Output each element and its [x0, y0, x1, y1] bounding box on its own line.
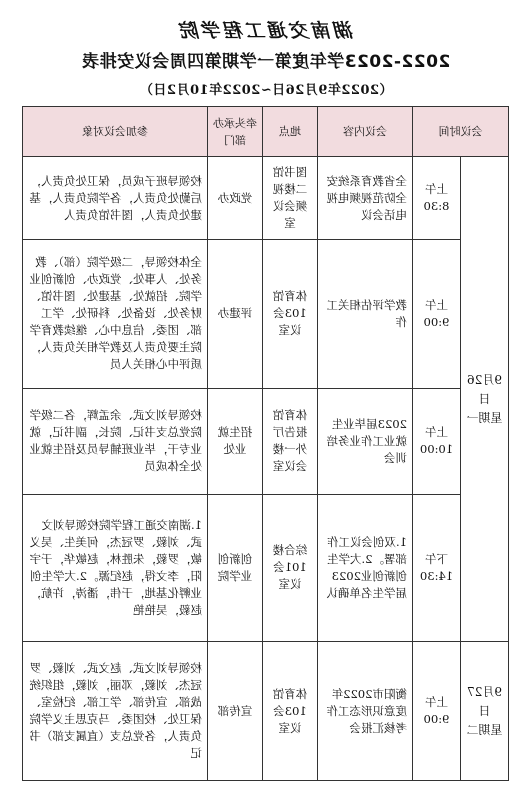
time-cell: 上午 9:00: [413, 642, 461, 781]
host-cell: 党政办: [208, 157, 263, 239]
document-title: 2022-2023学年度第一学期第四周会议安排表: [81, 52, 451, 72]
place-cell: 体育馆103会议室: [263, 239, 318, 388]
content-cell: 全省教育系统安全防范视频电视电话会议: [318, 157, 413, 239]
content-cell: 衡阳市2022年度意识形态工作考核汇报会: [318, 642, 413, 781]
table-row: [23, 239, 509, 388]
content-cell: 2023届毕业生就业工作业务培训会: [318, 388, 413, 494]
day-weekday: 星期一: [466, 410, 503, 425]
day-cell: [461, 642, 509, 781]
attendees-cell: 全体校领导，二级学院（部）、教务处、人事处、党政办、创新创业学院、招就处、基建处、图书馆、财务处、设备处、科研处、学工部、团委、信息中心、继续教育学院主要负责人及教学相关负责人，质评中心相关人员: [23, 239, 208, 388]
attendees-cell: 校领导刘文武、赵文武、刘毅、罗冠杰、刘毅，邓丽，刘毅，组织统战部、宣传部、学工部、纪检室、保卫处、校团委、马克思主义学院负责人，各党总支（直属支部）书记: [23, 642, 208, 781]
table-row: [23, 494, 509, 641]
host-cell: 招生就业处: [208, 388, 263, 494]
place-cell: 综合楼101会议室: [263, 494, 318, 641]
time-cell: 上午 10:00: [413, 388, 461, 494]
table-row: [23, 642, 509, 781]
attendees-cell: 校领导班子成员，保卫处负责人，后勤处负责人，各学院负责人，基建处负责人，图书馆负责人: [23, 157, 208, 239]
header-place: 地点: [263, 107, 318, 157]
place-cell: 图书馆二楼视频会议室: [263, 157, 318, 239]
day-date: 9月27日: [467, 684, 502, 718]
header-attendees: 参加会议对象: [23, 107, 208, 157]
place-cell: 体育馆报告厅外一楼会议室: [263, 388, 318, 494]
date-range: （2022年9月26日~2022年10月2日）: [139, 83, 393, 98]
header-host: 牵头承办部门: [208, 107, 263, 157]
header-content: 会议内容: [318, 107, 413, 157]
content-cell: 教学评估相关工作: [318, 239, 413, 388]
attendees-cell: 校领导刘文武、余孟辉，各二级学院党总支书记、院长，副书记，就业专干，毕业班辅导员及招生就业处全体成员: [23, 388, 208, 494]
place-cell: 体育馆103会议室: [263, 642, 318, 781]
host-cell: 宣传部: [208, 642, 263, 781]
time-cell: 上午 9:00: [413, 239, 461, 388]
day-weekday: 星期二: [466, 722, 503, 737]
table-header-row: [23, 107, 509, 157]
host-cell: 评建办: [208, 239, 263, 388]
time-cell: 上午 8:30: [413, 157, 461, 239]
day-date: 9月26日: [467, 372, 502, 406]
day-cell: [461, 157, 509, 642]
table-row: [23, 388, 509, 494]
host-cell: 创新创业学院: [208, 494, 263, 641]
meeting-schedule-table: [22, 106, 509, 781]
table-row: [23, 157, 509, 239]
header-time: 会议时间: [413, 107, 509, 157]
content-cell: 1.双创会议工作部署。2.大学生创新创业2023届学生名单确认: [318, 494, 413, 641]
attendees-cell: 1.湖南交通工程学院校领导刘文武、刘毅、罗冠杰，何美生、吴义敏，罗毅，朱胜林，赵敏华，于宇阳，李文得，赵纪源。2.大学生创业孵化基地，于伟，潘涛，许航，赵毅，吴艳艳: [23, 494, 208, 641]
school-name: 湖南交通工程学院: [178, 20, 355, 42]
time-cell: 下午 14:30: [413, 494, 461, 641]
